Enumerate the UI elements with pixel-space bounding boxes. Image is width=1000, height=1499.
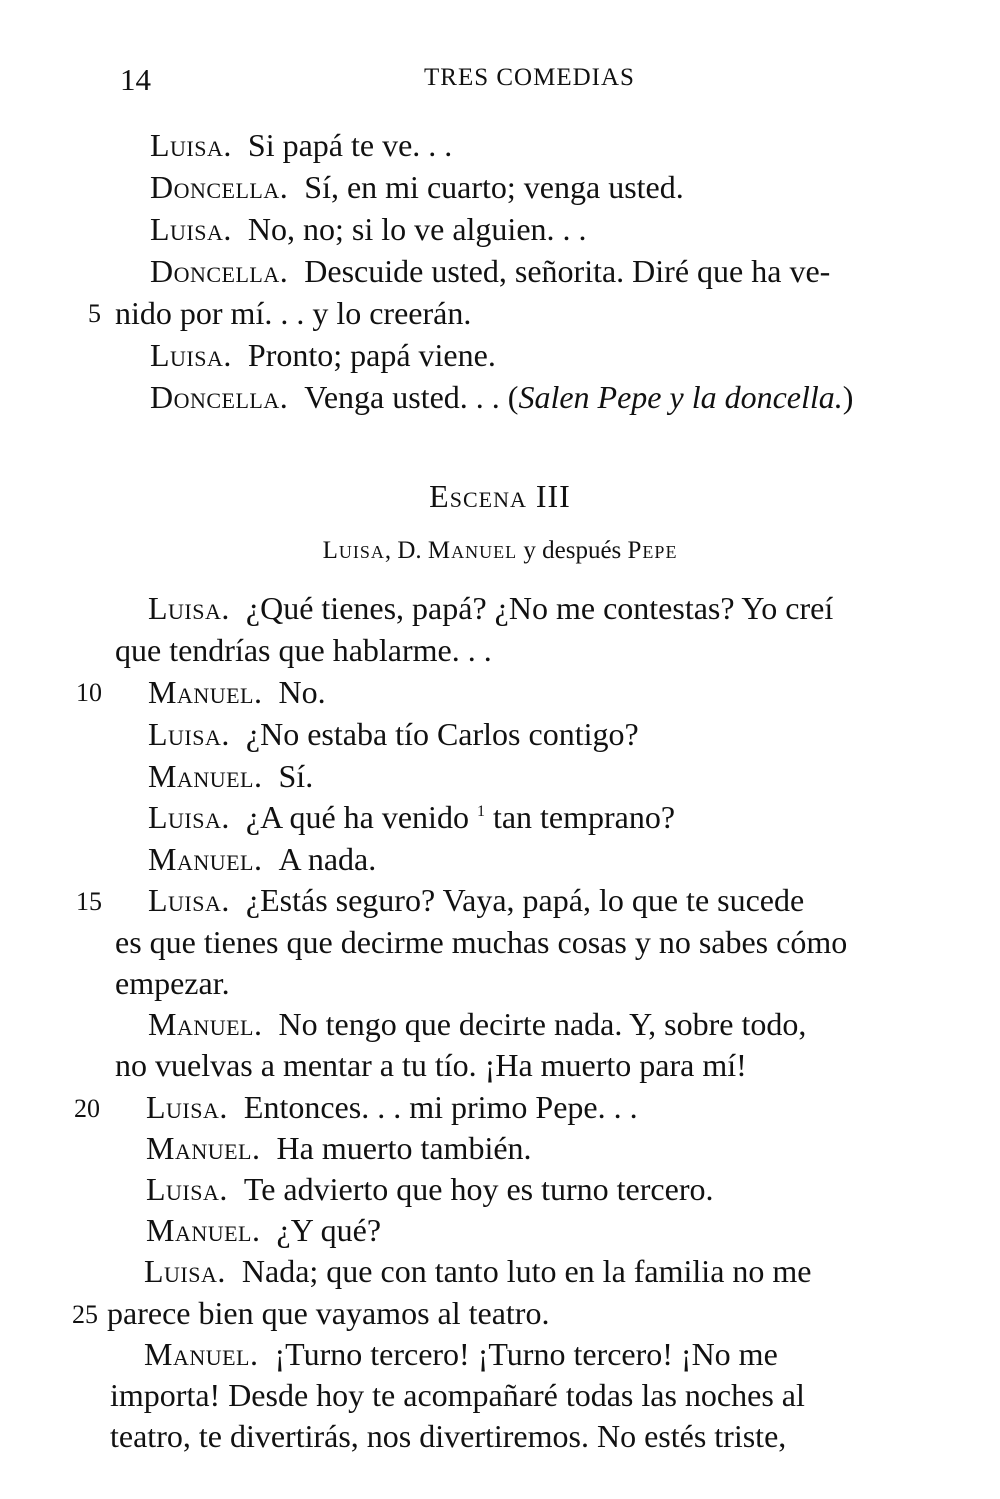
speaker: Manuel. [148,674,263,710]
dialogue-line [150,377,853,417]
speech: A nada. [278,841,377,877]
speech: Nada; que con tanto luto en la familia no me [241,1253,812,1289]
speech: Pronto; papá viene. [247,337,496,373]
line-number: 20 [74,1094,100,1123]
dialogue-line [150,335,496,375]
speech: Entonces. . . mi primo Pepe. . . [243,1089,638,1125]
dialogue-line [144,1334,778,1374]
dialogue-line [148,839,376,879]
speaker: Luisa. [146,1171,228,1207]
speech: Sí, en mi cuarto; venga usted. [304,169,684,205]
speaker: Luisa. [148,882,230,918]
speech-end: tan temprano? [492,799,676,835]
dialogue-line [148,672,326,712]
speaker: Manuel. [146,1212,261,1248]
speech: teatro, te divertirás, nos divertiremos. No estés triste, [110,1418,787,1454]
scene-title: Escena III [429,478,571,514]
speaker: Luisa. [144,1253,226,1289]
line-number: 5 [88,299,101,328]
speaker: Doncella. [150,169,289,205]
dialogue-line [146,1169,713,1209]
cast-sep: , D. [384,537,428,564]
line-number: 15 [76,887,102,916]
speech: Sí. [278,758,314,794]
speech: es que tienes que decirme muchas cosas y no sabes cómo [115,924,848,960]
dialogue-line [146,1087,638,1127]
speaker: Luisa. [146,1089,228,1125]
line-number: 10 [76,678,102,707]
line-number: 25 [72,1300,98,1329]
speaker: Luisa. [150,211,232,247]
dialogue-line [115,963,230,1003]
speech: No, no; si lo ve alguien. . . [247,211,587,247]
speech: importa! Desde hoy te acompañaré todas las noches al [110,1377,805,1413]
speaker: Luisa. [148,590,230,626]
speaker: Manuel. [148,758,263,794]
speech: Venga usted. . . ( [304,379,519,415]
speaker: Manuel. [148,841,263,877]
dialogue-line [148,714,639,754]
running-title: TRES COMEDIAS [424,64,635,91]
speech: parece bien que vayamos al teatro. [107,1295,550,1331]
speaker: Luisa. [150,337,232,373]
dialogue-line [107,1293,549,1333]
dialogue-line [150,167,684,207]
cast-pepe: Pepe [627,537,678,564]
dialogue-line [148,1004,806,1044]
speech: ¿A qué ha venido [245,799,469,835]
dialogue-line [146,1128,532,1168]
speaker: Luisa. [148,799,230,835]
dialogue-line [110,1416,786,1456]
dialogue-line [110,1375,805,1415]
dialogue-line [115,1045,747,1085]
dialogue-line [115,293,471,333]
dialogue-line [150,125,452,165]
speech: Ha muerto también. [276,1130,532,1166]
dialogue-line [148,756,313,796]
speech: No. [278,674,326,710]
dialogue-line [115,630,492,670]
speech: Te advierto que hoy es turno tercero. [243,1171,714,1207]
speech: empezar. [115,965,230,1001]
speaker: Manuel. [148,1006,263,1042]
dialogue-line [150,251,830,291]
speech: Descuide usted, señorita. Diré que ha ve- [304,253,831,289]
scene-cast [0,537,1000,565]
speaker: Luisa. [150,127,232,163]
speech: que tendrías que hablarme. . . [115,632,492,668]
dialogue-line [148,588,833,628]
dialogue-line [150,209,587,249]
speaker: Manuel. [146,1130,261,1166]
speaker: Luisa. [148,716,230,752]
speaker: Manuel. [144,1336,259,1372]
speech: No tengo que decirte nada. Y, sobre todo, [278,1006,807,1042]
dialogue-line [148,797,675,837]
speaker: Doncella. [150,253,289,289]
speech: Si papá te ve. . . [247,127,453,163]
dialogue-line [146,1210,381,1250]
cast-sep: y después [517,537,628,564]
speech: no vuelvas a mentar a tu tío. ¡Ha muerto para mí! [115,1047,747,1083]
cast-luisa: Luisa [322,537,385,564]
page-number: 14 [120,62,151,97]
page-header [0,62,1000,102]
speaker: Doncella. [150,379,289,415]
speech: ¿Qué tienes, papá? ¿No me contestas? Yo creí [245,590,834,626]
speech: nido por mí. . . y lo creerán. [115,295,472,331]
speech-end: ) [842,379,854,415]
dialogue-line [115,922,847,962]
speech: ¡Turno tercero! ¡Turno tercero! ¡No me [274,1336,778,1372]
dialogue-line [148,880,804,920]
speech: ¿Estás seguro? Vaya, papá, lo que te sucede [245,882,805,918]
dialogue-line [144,1251,811,1291]
speech: ¿No estaba tío Carlos contigo? [245,716,639,752]
footnote-mark: 1 [476,803,485,820]
cast-manuel: Manuel [427,537,518,564]
speech: ¿Y qué? [276,1212,382,1248]
stage-direction: Salen Pepe y la doncella. [518,379,843,415]
